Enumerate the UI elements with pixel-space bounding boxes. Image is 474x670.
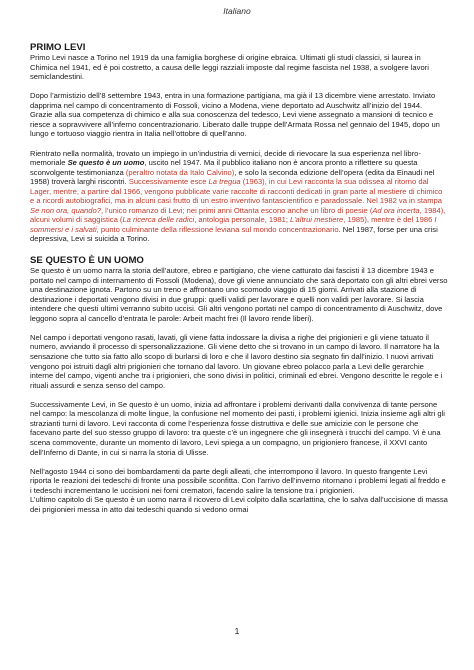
text-run: . Nel 1987, forse per una crisi depressiva, Levi si suicida a Torino. (30, 224, 438, 244)
section-title-se-questo: SE QUESTO È UN UOMO (30, 255, 144, 267)
highlight-text: , 1985), mentre è del 1986 (343, 215, 435, 225)
highlight-text: , punto culminante della riflessione leviana sul mondo concentrazionario (96, 224, 339, 234)
paragraph: Nel campo i deportati vengono rasati, lavati, gli viene fatta indossare la divisa a righe dei prigionieri e gli viene tatuato il numero, avviando il processo di spersonalizzazione. Gli viene detto che si trovano in un campo di lavoro. Il narratore ha la sensazione che tutto sia fatto allo scopo di burlarsi di loro e che il lavoro destino sia segnato fin dall’inizio. I nuovi arrivati vengono poi istruiti dagli altri prigionieri che tornano dal lavoro. Un giovane ebreo polacco parla a Levi delle gerarchie interne del campo, vigenti anche tra i prigionieri, che sono divisi in politici, criminali ed ebrei. Vengono descritte le regole e i rituali assurdi e senza senso del campo. (30, 332, 443, 390)
paragraph-biography (30, 149, 448, 244)
highlight-text: (1963), in cui Levi racconta la sua odissea al ritorno dal Lager, mentre, a partire dal 1966, vengono pubblicate varie raccolte di racconti dedicati in gran parte al mestiere di chimico e a ricordi autobiografici, ma in alcuni casi frutto di un estro inventivo fantascientifico e paradossale. Nel 1982 va in stampa (30, 177, 443, 206)
paragraph: Dopo l’armistizio dell’8 settembre 1943, entra in una formazione partigiana, ma già il 13 dicembre viene arrestato. Inviato dapprima nel campo di concentramento di Fossoli, vicino a Modena, viene deportato ad Auschwitz all’inizio del 1944. (30, 91, 436, 110)
paragraph: Successivamente Levi, in Se questo è un uomo, inizia ad affrontare i problemi derivanti dalla convivenza di tante persone nel campo: la mescolanza di molte lingue, la confusione nel momento dei pasti, i problemi igienici. Inizia insieme agli altri gli strazianti turni di lavoro. Levi racconta di come l’esperienza fosse distruttiva e delle sue amicizie con le persone che facevano parte del suo stesso gruppo di lavoro: tra queste c’è un ingegnere che gli insegnerà i trucchi del campo. Vi è una scena commovente, durante un momento di lavoro, Levi spiega a un compagno, un prigioniero francese, il XXVI canto dell’Inferno di Dante, in cui si narra la storia di Ulisse. (30, 399, 445, 457)
paragraph: Grazie alla sua competenza di chimico e alla sua conoscenza del tedesco, Levi viene assegnato a mansioni di tecnico e riesce a sopravvivere all’inferno concentrazionario. Liberato dalle truppe dell’Armata Rossa nel gennaio del 1945, dopo un lungo e tortuoso viaggio rientra in Italia nell’ottobre di quell’anno. (30, 110, 440, 139)
book-title-la-ricerca: La ricerca delle radici (122, 215, 195, 225)
document-body (30, 42, 448, 514)
highlight-text: , antologia personale, 1981; (194, 215, 291, 225)
highlight-text: Successivamente esce (128, 177, 209, 187)
highlight-text: (peraltro notata da Italo Calvino) (125, 167, 235, 177)
header-subject: Italiano (223, 6, 251, 16)
paragraph: Nell’agosto 1944 ci sono dei bombardamenti da parte degli alleati, che interrompono il lavoro. In questo frangente Levi riporta le reazioni dei tedeschi di fronte una possibile sconfitta. Con l’arrivo dell’inverno ritornano i problemi legati al freddo e i tedeschi incrementano le uccisioni nei forni crematori, facendo salire la tensione tra i prigionieri. (30, 466, 446, 495)
page-number: 1 (234, 626, 240, 636)
paragraph: Primo Levi nasce a Torino nel 1919 da una famiglia borghese di origine ebraica. Ultimati gli studi classici, si laurea in Chimica nel 1941, ed è poi costretto, a causa delle leggi razziali imposte dal regime fascista nel 1938, a svolgere lavori semiclandestini. (30, 53, 429, 82)
text-run: , uscito nel 1947. Ma il pubblico italiano non è ancora pronto a riflettere su questa sconvolgente testimonianza (30, 158, 418, 177)
book-title-se-non-ora: Se non ora, quando? (30, 205, 101, 215)
section-title-primo-levi: PRIMO LEVI (30, 42, 86, 53)
book-title-altrui-mestiere: L’altrui mestiere (290, 215, 344, 225)
highlight-text: , 1984), alcuni volumi di saggistica ( (30, 205, 446, 225)
book-title-la-tregua: La tregua (208, 177, 241, 187)
text-run: Rientrato nella normalità, trovato un impiego in un’industria di vernici, decide di rievocare la sua esperienza nel libro-memoriale (30, 148, 421, 168)
book-title-sommersi: I sommersi e i salvati (30, 215, 437, 234)
text-run: , e solo la seconda edizione dell’opera (edita da Einaudi nel 1958) troverà larghi riscontri. (30, 167, 435, 187)
book-title-se-questo: Se questo è un uomo (67, 158, 145, 168)
book-title-ad-ora-incerta: Ad ora incerta (372, 205, 420, 215)
paragraph: L’ultimo capitolo di Se questo è un uomo narra il ricovero di Levi colpito dalla scarlattina, che lo salva dall’uccisione di massa dei prigionieri messa in atto dai tedeschi quando si vedono ormai (30, 495, 448, 514)
paragraph: Se questo è un uomo narra la storia dell’autore, ebreo e partigiano, che viene catturato dai fascisti il 13 dicembre 1943 e portato nel campo di internamento di Fossoli (Modena), dove gli viene annunciato che sarà deportato con gli altri ebrei verso una destinazione ignota. Partono su un treno e affrontano uno scomodo viaggio di 15 giorni. Arrivati alla stazione di destinazione i deportati vengono divisi in due gruppi: quelli validi per lavorare e quelli non validi per lavorare. Si lascia intendere che questi ultimi verranno subito uccisi. Gli altri vengono portati nel campo di concentramento di Auschwitz, dove leggono sopra al cancello d’entrata le parole: Arbeit macht frei (Il lavoro rende liberi). (30, 266, 448, 323)
highlight-text: , l’unico romanzo di Levi; nei primi anni Ottanta escono anche un libro di poesie ( (100, 205, 373, 215)
